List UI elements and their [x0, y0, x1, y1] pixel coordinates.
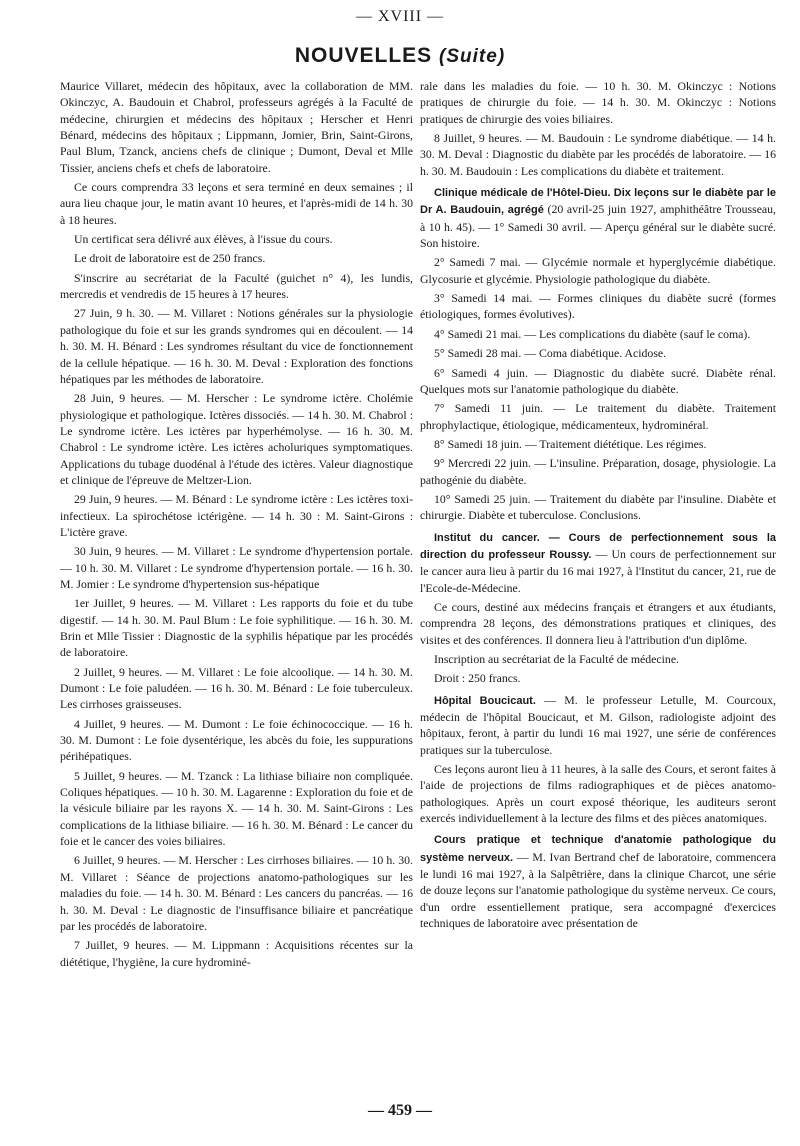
lesson-entry: 3° Samedi 14 mai. — Formes cliniques du diabète sucré (formes étiologiques, formes évolutives). [420, 291, 776, 322]
neuro-anatomy-notice [420, 831, 776, 931]
schedule-entry: 30 Juin, 9 heures. — M. Villaret : Le syndrome d'hypertension portale. — 10 h. 30. M. Villaret : Le syndrome d'hypertension portale. — 16 h. 30. M. Jomier : Le syndrome d'hypertension sus-hépatique [60, 544, 413, 591]
notice-body: — M. Ivan Bertrand chef de laboratoire, commencera le lundi 16 mai 1927, à la Salpêtrière, dans la clinique Charcot, une série de douze leçons sur l'anatomie pathologique du système nerveux. Ce cours, d'un ordre essentiellement pratique, sera accompagné d'exercices techniques de laboratoire avec présentation de [420, 849, 776, 931]
schedule-entry: 5 Juillet, 9 heures. — M. Tzanck : La lithiase biliaire non compliquée. Coliques hépatiques. — 10 h. 30. M. Lagarenne : Exploration du foie et de la vésicule biliaire par les rayons X. — 14 h. 30. M. Saint-Girons : Les complications de la lithiase biliaire. — 16 h. 30. M. Bénard : Le cancer du foie et le cancer des voies biliaires. [60, 768, 413, 849]
lesson-entry: 7° Samedi 11 juin. — Le traitement du diabète. Traitement phrophylactique, étiologique, médicamenteux, hydrominéral. [420, 401, 776, 432]
notice-heading: Cours pratique et technique d'anatomie pathologique du système nerveux. [420, 834, 776, 864]
roman-folio: — XVIII — [355, 8, 445, 25]
paragraph: Droit : 250 francs. [434, 671, 521, 686]
left-column [60, 78, 413, 973]
right-column [420, 78, 776, 935]
section-title: NOUVELLES [294, 44, 433, 67]
paragraph: Inscription au secrétariat de la Faculté de médecine. [434, 652, 679, 666]
page-number: — 459 — [368, 1102, 432, 1119]
notice-heading: Clinique médicale de l'Hôtel-Dieu. Dix leçons sur le diabète par le Dr A. Baudouin, agrégé [420, 187, 776, 217]
schedule-entry: 8 Juillet, 9 heures. — M. Baudouin : Le syndrome diabétique. — 14 h. 30. M. Deval : Diagnostic du diabète par les procédés de laboratoire. — 16 h. 30. M. Baudouin : Les complications du diabète et traitement. [420, 131, 776, 178]
paragraph: Un certificat sera délivré aux élèves, à l'issue du cours. [74, 232, 333, 247]
schedule-entry: 4 Juillet, 9 heures. — M. Dumont : Le foie échinococcique. — 16 h. 30. M. Dumont : Le foie dysentérique, les abcès du foie, les suppurations périhépatiques. [60, 716, 413, 764]
cancer-course-notice [420, 529, 776, 596]
paragraph: S'inscrire au secrétariat de la Faculté (guichet n° 4), les lundis, mercredis et vendredis de 15 heures à 17 heures. [60, 270, 413, 302]
schedule-entry: 28 Juin, 9 heures. — M. Herscher : Le syndrome ictère. Cholémie physiologique et pathologique. Ictères dissociés. — 14 h. 30. M. Chabrol : Le syndrome ictère. Les ictères par hyperhémolyse. — 16 h. 30. M. Chabrol : Le syndrome ictère. Les ictères acholuriques symptomatiques. Applications du tubage duodénal à l'étude des ictères. Valeur diagnostique et clinique de l'épreuve de Meltzer-Lion. [60, 391, 413, 487]
paragraph: Maurice Villaret, médecin des hôpitaux, avec la collaboration de MM. Okinczyc, A. Baudouin et Chabrol, professeurs agrégés à la Faculté de médecine, chirurgien et médecins des hôpitaux ; Herscher et Henri Bénard, médecins des hôpitaux ; Lippmann, Jomier, Brin, Saint-Girons, Paul Blum, Tzanck, anciens chefs de clinique ; Dumont, Deval et Mlle Tissier, anciens chefs et chefs de laboratoire. [60, 79, 413, 175]
lesson-entry: 2° Samedi 7 mai. — Glycémie normale et hyperglycémie diabétique. Glycosurie et glycémie. Physiologie pathologique du diabète. [420, 255, 776, 286]
notice-body: — Un cours de perfectionnement sur le cancer aura lieu à partir du 16 mai 1927, à l'Institut du cancer, 21, rue de l'Ecole-de-Médecine. [420, 546, 776, 595]
notice-heading: Institut du cancer. — Cours de perfectionnement sous la direction du professeur Roussy. [420, 531, 776, 561]
lesson-entry: 6° Samedi 4 juin. — Diagnostic du diabète sucré. Diabète rénal. Quelques mots sur l'anatomie pathologique du diabète. [420, 365, 776, 396]
lesson-entry: 9° Mercredi 22 juin. — L'insuline. Préparation, dosage, physiologie. La pathogénie du diabète. [420, 456, 776, 487]
schedule-entry: rale dans les maladies du foie. — 10 h. 30. M. Okinczyc : Notions pratiques de chirurgie du foie. — 14 h. 30. M. Okinczyc : Notions pratiques de chirurgie des voies biliaires. [420, 79, 776, 126]
boucicaut-notice [420, 692, 776, 758]
diabetes-course-notice [420, 184, 776, 251]
schedule-entry: 6 Juillet, 9 heures. — M. Herscher : Les cirrhoses biliaires. — 10 h. 30. M. Villaret : Séance de projections anatomo-pathologiques sur les maladies du foie. — 14 h. 30. M. Bénard : Les cancers du pancréas. — 16 h. 30. M. Deval : Le diagnostic de l'insuffisance biliaire et pancréatique par les procédés de laboratoire. [60, 853, 413, 933]
notice-heading: Hôpital Boucicaut. [434, 694, 536, 707]
section-subtitle: (Suite) [439, 46, 506, 67]
paragraph: Ce cours comprendra 33 leçons et sera terminé en deux semaines ; il aura lieu chaque jour, le matin avant 10 heures, et l'après-midi de 14 h. 30 à 18 heures. [60, 180, 413, 227]
notice-body: — M. le professeur Letulle, M. Courcoux, médecin de l'hôpital Boucicaut, et M. Gilson, radiologiste adjoint des hôpitaux, feront, à partir du lundi 16 mai 1927, une série de conférences pratiques sur la tuberculose. [420, 692, 776, 757]
lesson-entry: 8° Samedi 18 juin. — Traitement diététique. Les régimes. [434, 436, 707, 451]
notice-body: (20 avril-25 juin 1927, amphithéâtre Trousseau, à 10 h. 45). — 1° Samedi 30 avril. — Aperçu général sur le diabète sucré. Son histoire. [420, 202, 777, 251]
schedule-entry: 7 Juillet, 9 heures. — M. Lippmann : Acquisitions récentes sur la diététique, l'hygiène, la cure hydrominé- [60, 938, 413, 969]
lesson-entry: 5° Samedi 28 mai. — Coma diabétique. Acidose. [434, 346, 667, 361]
lesson-entry: 10° Samedi 25 juin. — Traitement du diabète par l'insuline. Diabète et chirurgie. Diabète et tuberculose. Conclusions. [420, 491, 776, 523]
paragraph: Le droit de laboratoire est de 250 francs. [74, 251, 266, 266]
paragraph: Ce cours, destiné aux médecins français et étrangers et aux étudiants, comprendra 28 leçons, des démonstrations pratiques et cliniques, des visites et des conférences. Il donnera lieu à l'attribution d'un diplôme. [420, 599, 776, 647]
schedule-entry: 27 Juin, 9 h. 30. — M. Villaret : Notions générales sur la physiologie pathologique du foie et sur les grands syndromes qui en découlent. — 14 h. 30. M. H. Bénard : Les syndromes résultant du vice de fonctionnement de la cellule hépatique. — 16 h. 30. M. Deval : Exploration des fonctions hépatiques par les méthodes de laboratoire. [60, 306, 413, 386]
schedule-entry: 2 Juillet, 9 heures. — M. Villaret : Le foie alcoolique. — 14 h. 30. M. Dumont : Le foie paludéen. — 16 h. 30. M. Bénard : Le foie tuberculeux. Les cirrhoses graisseuses. [60, 664, 413, 712]
schedule-entry: 29 Juin, 9 heures. — M. Bénard : Le syndrome ictère : Les ictères toxi-infectieux. La spirochétose ictérigène. — 14 h. 30 : M. Saint-Girons : L'ictère grave. [60, 492, 413, 539]
schedule-entry: 1er Juillet, 9 heures. — M. Villaret : Les rapports du foie et du tube digestif. — 14 h. 30. M. Paul Blum : Le foie syphilitique. — 16 h. 30. M. Brin et Mlle Tissier : Diagnostic de la syphilis hépatique par les procédés de laboratoire. [60, 596, 413, 660]
paragraph: Ces leçons auront lieu à 11 heures, à la salle des Cours, et seront faites à l'aide de projections de films radiographiques et de pièces anatomo-pathologiques. Après un court exposé théorique, les auditeurs seront exercés individuellement à la lecture des films et des pièces anatomiques. [420, 762, 776, 826]
lesson-entry: 4° Samedi 21 mai. — Les complications du diabète (sauf le coma). [434, 326, 751, 341]
section-heading [0, 44, 800, 68]
